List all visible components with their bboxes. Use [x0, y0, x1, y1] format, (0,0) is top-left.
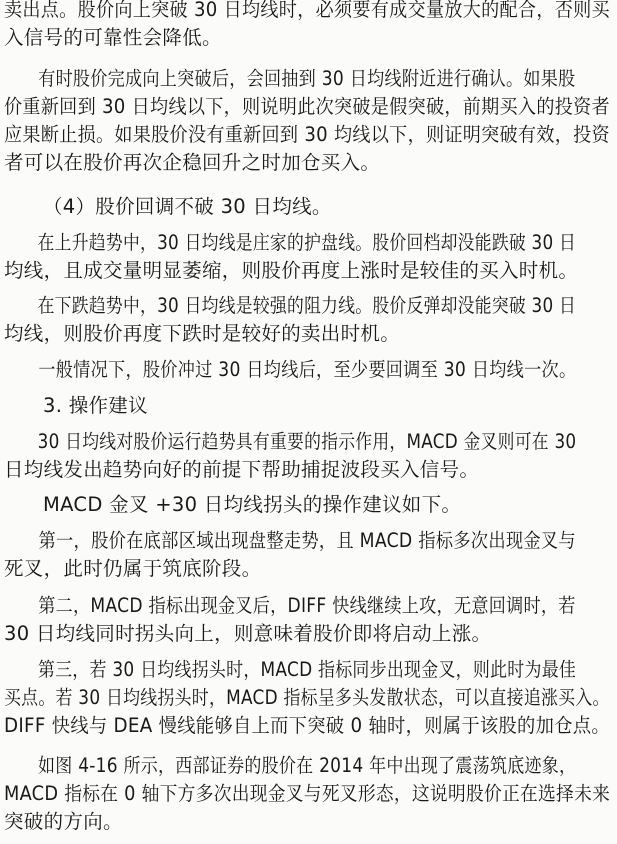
text-line: 在上升趋势中，30 日均线是庄家的护盘线。股价回档却没能跌破 30 日: [37, 231, 577, 254]
text-line: 均线，且成交量明显萎缩，则股价再度上涨时是较佳的买入时机。: [4, 259, 579, 282]
text-line: DIFF 快线与 DEA 慢线能够自上而下突破 0 轴时，则属于该股的加仓点。: [4, 714, 610, 737]
text-line: 在下跌趋势中，30 日均线是较强的阻力线。股价反弹却没能突破 30 日: [37, 294, 577, 317]
text-line: 者可以在股价再次企稳回升之时加仓买入。: [4, 151, 381, 174]
subheading-text: （4）股价回调不破 30 日均线。: [43, 195, 332, 218]
text-line: 第二，MACD 指标出现金叉后，DIFF 快线继续上攻，无意回调时，若: [38, 594, 576, 617]
text-line: 死叉，此时仍属于筑底阶段。: [4, 557, 262, 580]
text-line: 入信号的可靠性会降低。: [4, 26, 222, 49]
text-line: 如图 4-16 所示，西部证券的股价在 2014 年中出现了震荡筑底迹象，: [38, 754, 577, 777]
paragraph-3-heading: [4, 193, 610, 221]
text-line: 均线，则股价再度下跌时是较好的卖出时机。: [4, 322, 401, 345]
paragraph-2: [4, 65, 610, 177]
paragraph-8: [4, 428, 610, 484]
text-line: 卖出点。股价向上突破 30 日均线时，必须要有成交量放大的配合，否则买: [4, 0, 610, 21]
text-line: 第一，股价在底部区域出现盘整走势，且 MACD 指标多次出现金叉与: [38, 529, 576, 552]
paragraph-9: [4, 491, 610, 519]
paragraph-13: [4, 752, 610, 836]
paragraph-1: [4, 0, 610, 52]
paragraph-4: [4, 229, 610, 285]
text-line: MACD 指标在 0 轴下方多次出现金叉与死叉形态，这说明股价正在选择未来: [4, 782, 611, 805]
section-title: 3. 操作建议: [43, 394, 148, 417]
text-line: 应果断止损。如果股价没有重新回到 30 均线以下，则证明突破有效，投资: [4, 123, 610, 146]
paragraph-6: [4, 356, 610, 384]
text-line: 买点。若 30 日均线拐头时，MACD 指标呈多头发散状态，可以直接追涨买入。: [4, 686, 610, 709]
text-line: 有时股价完成向上突破后，会回抽到 30 日均线附近进行确认。如果股: [38, 67, 576, 90]
text-line: 突破的方向。: [4, 810, 123, 833]
paragraph-11: [4, 592, 610, 648]
section-heading: [4, 392, 610, 420]
text-line: 第三，若 30 日均线拐头时，MACD 指标同步出现金叉，则此时为最佳: [37, 658, 577, 681]
text-line: 30 日均线对股价运行趋势具有重要的指示作用，MACD 金叉则可在 30: [37, 430, 577, 453]
text-line: 30 日均线同时拐头向上，则意味着股价即将启动上涨。: [4, 622, 492, 645]
text-line: 价重新回到 30 日均线以下，则说明此次突破是假突破，前期买入的投资者: [4, 95, 610, 118]
text-line: MACD 金叉 +30 日均线拐头的操作建议如下。: [43, 493, 462, 516]
text-line: 一般情况下，股价冲过 30 日均线后，至少要回调至 30 日均线一次。: [38, 358, 577, 381]
paragraph-10: [4, 527, 610, 583]
text-line: 日均线发出趋势向好的前提下帮助捕捉波段买入信号。: [4, 458, 480, 481]
paragraph-12: [4, 656, 610, 740]
paragraph-5: [4, 292, 610, 348]
